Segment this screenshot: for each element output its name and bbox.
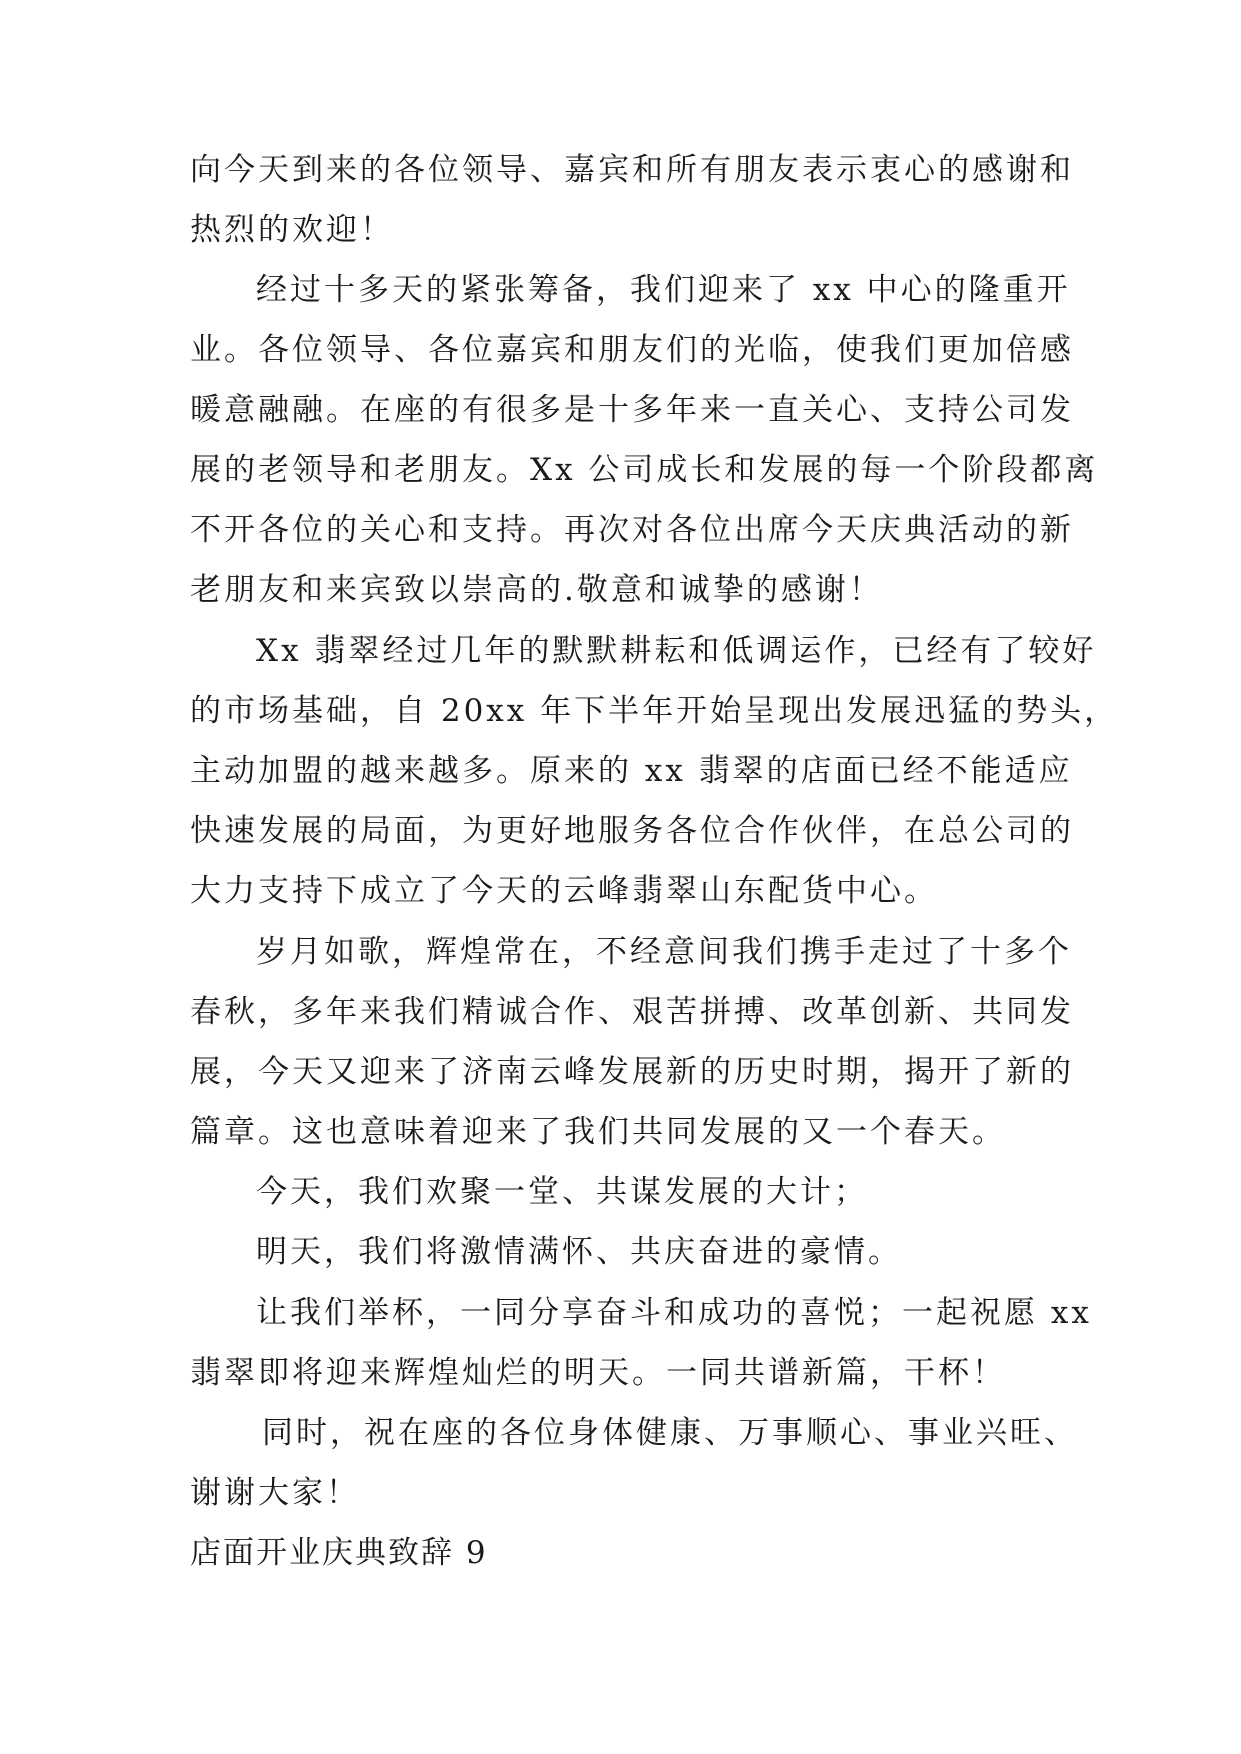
text-line: 向今天到来的各位领导、嘉宾和所有朋友表示衷心的感谢和 — [190, 152, 1074, 188]
paragraph-start-line: 让我们举杯，一同分享奋斗和成功的喜悦；一起祝愿 xx — [256, 1295, 1092, 1331]
text-line: 春秋，多年来我们精诚合作、艰苦拼搏、改革创新、共同发 — [190, 994, 1074, 1030]
text-line: 不开各位的关心和支持。再次对各位出席今天庆典活动的新 — [190, 512, 1074, 548]
text-line: 展，今天又迎来了济南云峰发展新的历史时期，揭开了新的 — [190, 1054, 1074, 1090]
paragraph-start-line: 经过十多天的紧张筹备，我们迎来了 xx 中心的隆重开 — [256, 272, 1071, 308]
text-line: 热烈的欢迎！ — [190, 212, 394, 248]
section-title: 店面开业庆典致辞 9 — [190, 1535, 488, 1571]
text-line: 展的老领导和老朋友。Xx 公司成长和发展的每一个阶段都离 — [190, 452, 1099, 488]
text-line: 的市场基础，自 20xx 年下半年开始呈现出发展迅猛的势头， — [190, 693, 1119, 729]
text-line: 谢谢大家！ — [190, 1475, 360, 1511]
text-line: 老朋友和来宾致以崇高的.敬意和诚挚的感谢！ — [190, 572, 883, 608]
text-line: 主动加盟的越来越多。原来的 xx 翡翠的店面已经不能适应 — [190, 753, 1073, 789]
text-line: 大力支持下成立了今天的云峰翡翠山东配货中心。 — [190, 873, 938, 909]
text-line: 暖意融融。在座的有很多是十多年来一直关心、支持公司发 — [190, 392, 1074, 428]
paragraph-start-line: 同时，祝在座的各位身体健康、万事顺心、事业兴旺、 — [262, 1415, 1078, 1451]
paragraph-start-line: 岁月如歌，辉煌常在，不经意间我们携手走过了十多个 — [256, 934, 1072, 970]
text-line: 篇章。这也意味着迎来了我们共同发展的又一个春天。 — [190, 1114, 1006, 1150]
text-line: 业。各位领导、各位嘉宾和朋友们的光临，使我们更加倍感 — [190, 332, 1074, 368]
text-line: 快速发展的局面，为更好地服务各位合作伙伴，在总公司的 — [190, 813, 1074, 849]
text-line: 翡翠即将迎来辉煌灿烂的明天。一同共谱新篇，干杯！ — [190, 1355, 1006, 1391]
paragraph-start-line: 今天，我们欢聚一堂、共谋发展的大计； — [256, 1174, 868, 1210]
paragraph-start-line: 明天，我们将激情满怀、共庆奋进的豪情。 — [256, 1234, 902, 1270]
paragraph-start-line: Xx 翡翠经过几年的默默耕耘和低调运作，已经有了较好 — [256, 633, 1097, 669]
